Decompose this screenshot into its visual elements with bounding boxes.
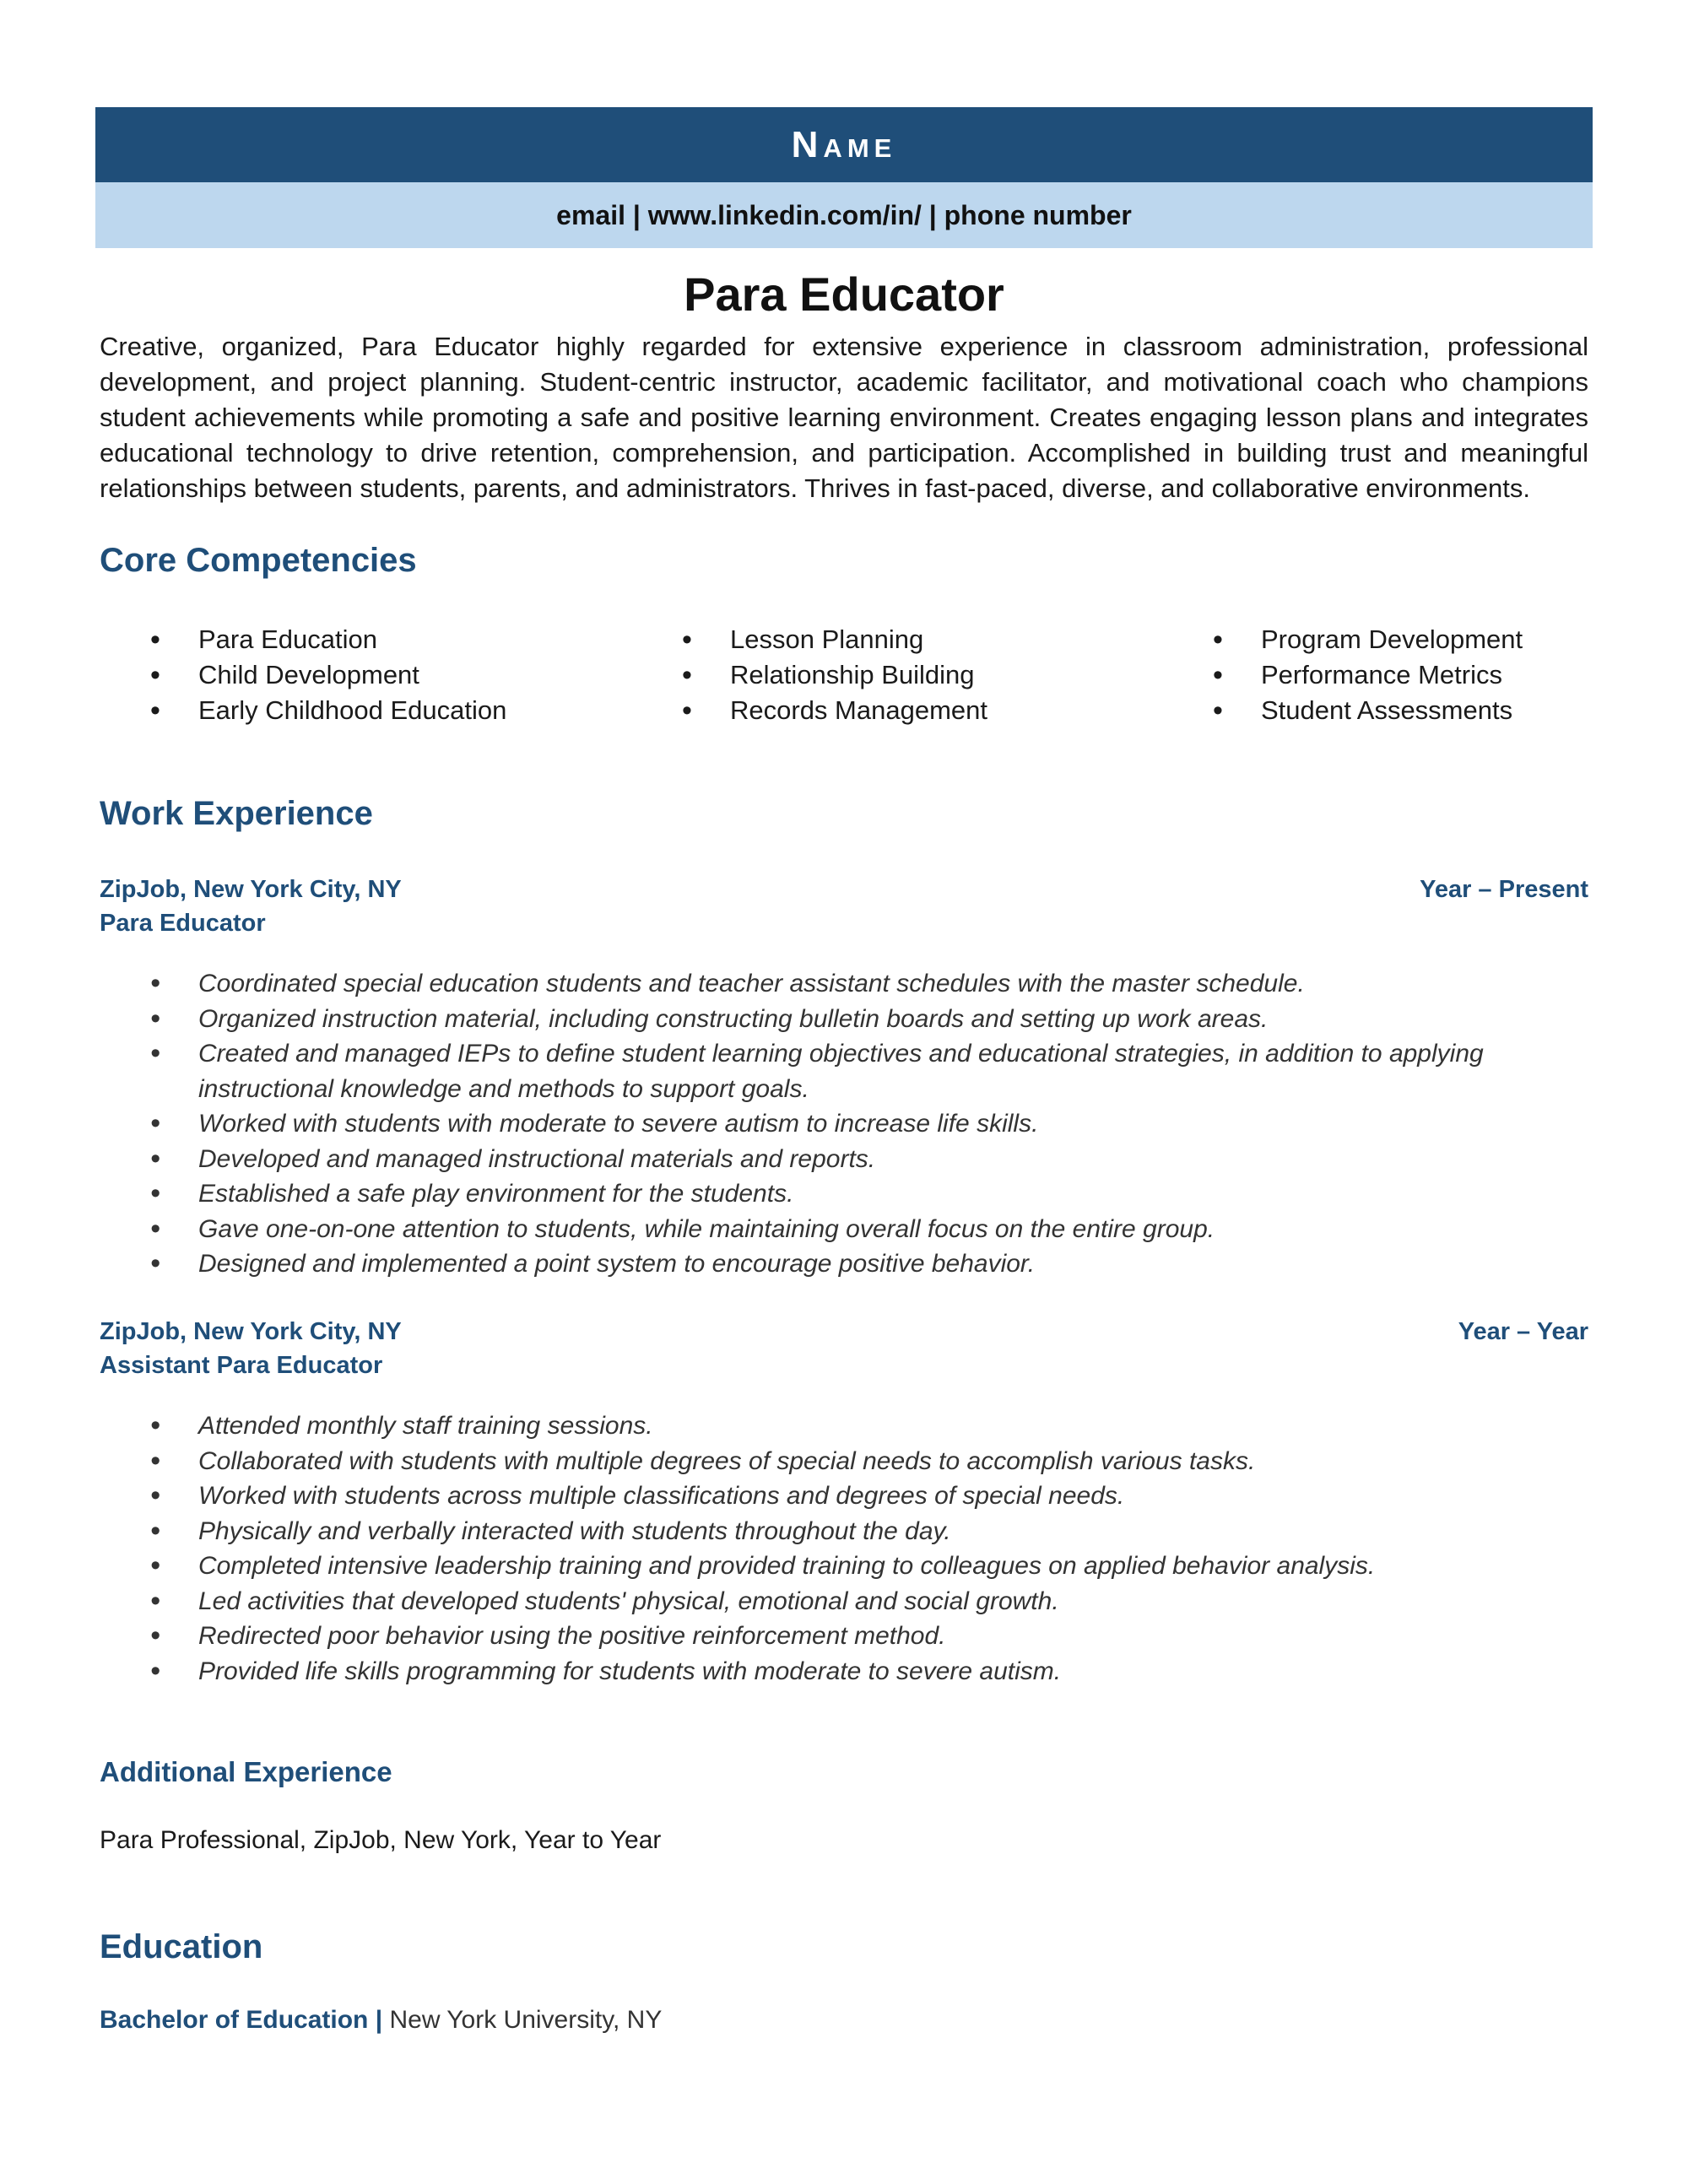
education-entry	[100, 2006, 662, 2035]
job-bullets	[150, 966, 1501, 1282]
candidate-name: Name	[791, 123, 897, 165]
education-degree: Bachelor of Education	[100, 2006, 369, 2034]
job-bullet: • Led activities that developed students' physical, emotional and social growth.	[150, 1584, 1501, 1619]
contact-banner	[95, 182, 1593, 248]
competency-item: • Lesson Planning	[682, 622, 987, 657]
competency-item: • Program Development	[1213, 622, 1523, 657]
name-banner	[95, 107, 1593, 182]
competency-item: • Early Childhood Education	[150, 693, 506, 728]
job-header	[100, 1318, 1588, 1346]
job-bullet: • Created and managed IEPs to define student learning objectives and educational strategies, in addition to applying instructional knowledge and methods to support goals.	[150, 1036, 1501, 1106]
competency-column-1	[150, 622, 506, 728]
job-bullet: • Physically and verbally interacted with students throughout the day.	[150, 1514, 1501, 1549]
resume-title: Para Educator	[684, 268, 1004, 321]
education-school: New York University, NY	[389, 2006, 663, 2034]
job-bullet: • Attended monthly staff training sessions.	[150, 1408, 1501, 1444]
competency-item: • Records Management	[682, 693, 987, 728]
additional-experience-entry: Para Professional, ZipJob, New York, Year to Year	[100, 1826, 662, 1854]
additional-experience-heading: Additional Experience	[100, 1756, 392, 1787]
job-company: ZipJob, New York City, NY	[100, 1318, 402, 1345]
job-role: Assistant Para Educator	[100, 1352, 383, 1379]
job-header	[100, 876, 1588, 904]
job-dates: Year – Year	[1458, 1318, 1588, 1345]
work-experience-heading: Work Experience	[100, 795, 373, 832]
competency-item: • Relationship Building	[682, 657, 987, 693]
job-bullet: • Completed intensive leadership training and provided training to colleagues on applied behavior analysis.	[150, 1549, 1501, 1584]
core-competencies-heading: Core Competencies	[100, 542, 417, 579]
contact-info: email | www.linkedin.com/in/ | phone number	[556, 199, 1132, 230]
job-bullet: • Designed and implemented a point system to encourage positive behavior.	[150, 1246, 1501, 1282]
job-bullet: • Organized instruction material, including constructing bulletin boards and setting up work areas.	[150, 1002, 1501, 1037]
competency-column-3	[1213, 622, 1523, 728]
job-bullet: • Developed and managed instructional materials and reports.	[150, 1142, 1501, 1177]
job-bullets	[150, 1408, 1501, 1689]
job-bullet: • Provided life skills programming for students with moderate to severe autism.	[150, 1654, 1501, 1689]
job-bullet: • Redirected poor behavior using the positive reinforcement method.	[150, 1619, 1501, 1654]
job-bullet: • Coordinated special education students and teacher assistant schedules with the master schedule.	[150, 966, 1501, 1002]
competency-column-2	[682, 622, 987, 728]
job-dates: Year – Present	[1420, 876, 1588, 903]
education-heading: Education	[100, 1928, 263, 1965]
competency-item: • Child Development	[150, 657, 506, 693]
job-bullet: • Gave one-on-one attention to students, while maintaining overall focus on the entire group.	[150, 1212, 1501, 1247]
job-company: ZipJob, New York City, NY	[100, 876, 402, 903]
job-bullet: • Worked with students across multiple classifications and degrees of special needs.	[150, 1479, 1501, 1514]
competency-item: • Student Assessments	[1213, 693, 1523, 728]
competency-item: • Performance Metrics	[1213, 657, 1523, 693]
job-bullet: • Established a safe play environment for the students.	[150, 1176, 1501, 1212]
professional-summary: Creative, organized, Para Educator highly regarded for extensive experience in classroom administration, professional development, and project planning. Student-centric instructor, academic facilitator, and motivational coach who champions student achievements while promoting a safe and positive learning environment. Creates engaging lesson plans and integrates educational technology to drive retention, comprehension, and participation. Accomplished in building trust and meaningful relationships between students, parents, and administrators. Thrives in fast-paced, diverse, and collaborative environments.	[100, 332, 1588, 503]
job-role: Para Educator	[100, 910, 266, 937]
education-separator: |	[375, 2006, 383, 2034]
job-bullet: • Collaborated with students with multiple degrees of special needs to accomplish various tasks.	[150, 1444, 1501, 1479]
job-bullet: • Worked with students with moderate to severe autism to increase life skills.	[150, 1106, 1501, 1142]
competency-item: • Para Education	[150, 622, 506, 657]
